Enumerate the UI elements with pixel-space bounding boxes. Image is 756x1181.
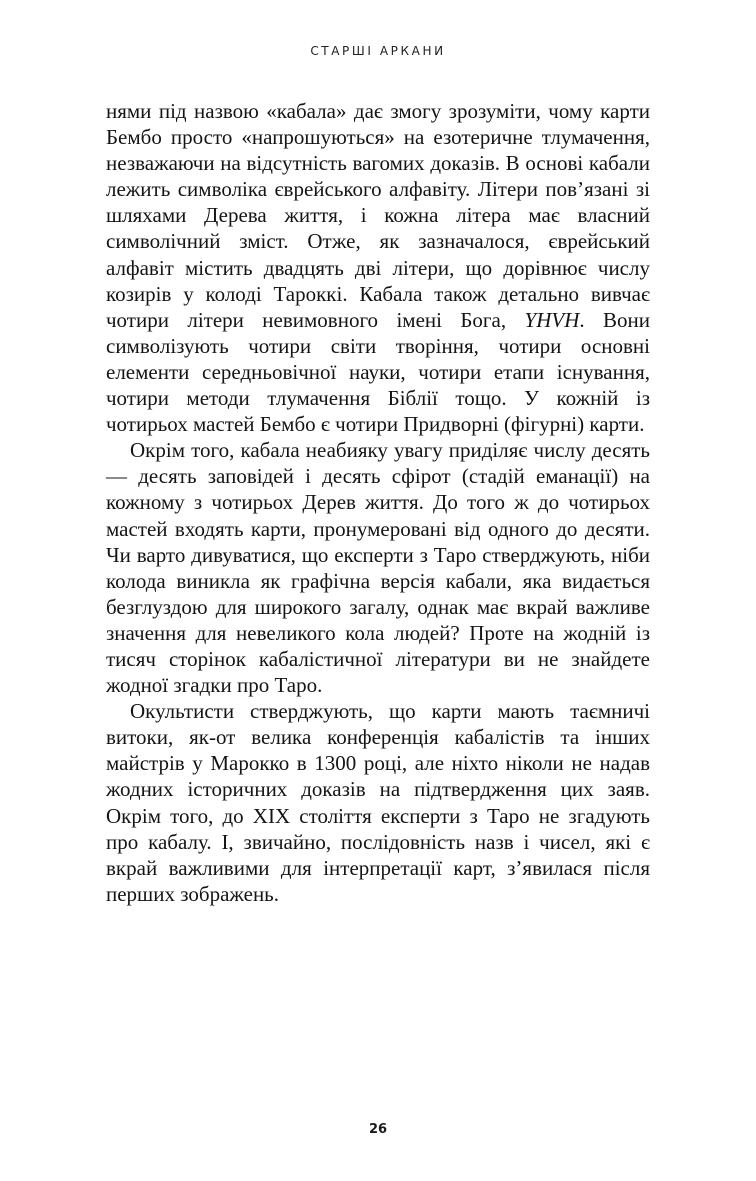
running-head: СТАРШІ АРКАНИ [310, 44, 446, 58]
paragraph-2: Окрім того, кабала неабияку увагу приділяє числу десять — десять заповідей і десять сфірот (стадій еманації) на кожному з чотирьох Дерев життя. До того ж до чотирьох мастей входять карти, пронумеровані від одного до десяти. Чи варто дивуватися, що експерти з Таро стверджують, ніби колода виникла як графічна версія кабали, яка видається безглуздою для широкого загалу, однак має вкрай важливе значення для невеликого кола людей? Проте на жодній із тисяч сторінок кабалістичної літератури ви не знайдете жодної згадки про Таро. [106, 438, 650, 698]
body-text [106, 98, 650, 907]
paragraph-1 [106, 98, 650, 437]
paragraph-1-text-end: . Вони символізують чотири світи творіння, чотири основні елементи середньовічної науки, чотири етапи існування, чотири методи тлумачення Біблії тощо. У кожній із чотирьох мастей Бембо є чотири Придворні (фігурні) карти. [106, 307, 650, 437]
paragraph-1-text-start: нями під назвою «кабала» дає змогу зрозуміти, чому карти Бембо просто «напрошуються» на езотеричне тлумачення, незважаючи на відсутність вагомих доказів. В основі кабали лежить символіка єврейського алфавіту. Літери пов’язані зі шляхами Дерева життя, і кожна літера має власний символічний зміст. Отже, як зазначалося, єврейський алфавіт містить двадцять дві літери, що дорівнює числу козирів у колоді Тароккі. Кабала також детально вивчає чотири літери невимовного імені Бога, [106, 99, 650, 332]
paragraph-3: Окультисти стверджують, що карти мають таємничі витоки, як-от велика конференція кабалістів та інших майстрів у Марокко в 1300 році, але ніхто ніколи не надав жодних історичних доказів на підтвердження цих заяв. Окрім того, до XIX століття експерти з Таро не згадують про кабалу. І, звичайно, послідовність назв і чисел, які є вкрай важливими для інтерпретації карт, з’явилася після перших зображень. [106, 699, 650, 906]
page-number: 26 [368, 1122, 388, 1137]
paragraph-1-italic-term: YHVH [524, 307, 580, 332]
